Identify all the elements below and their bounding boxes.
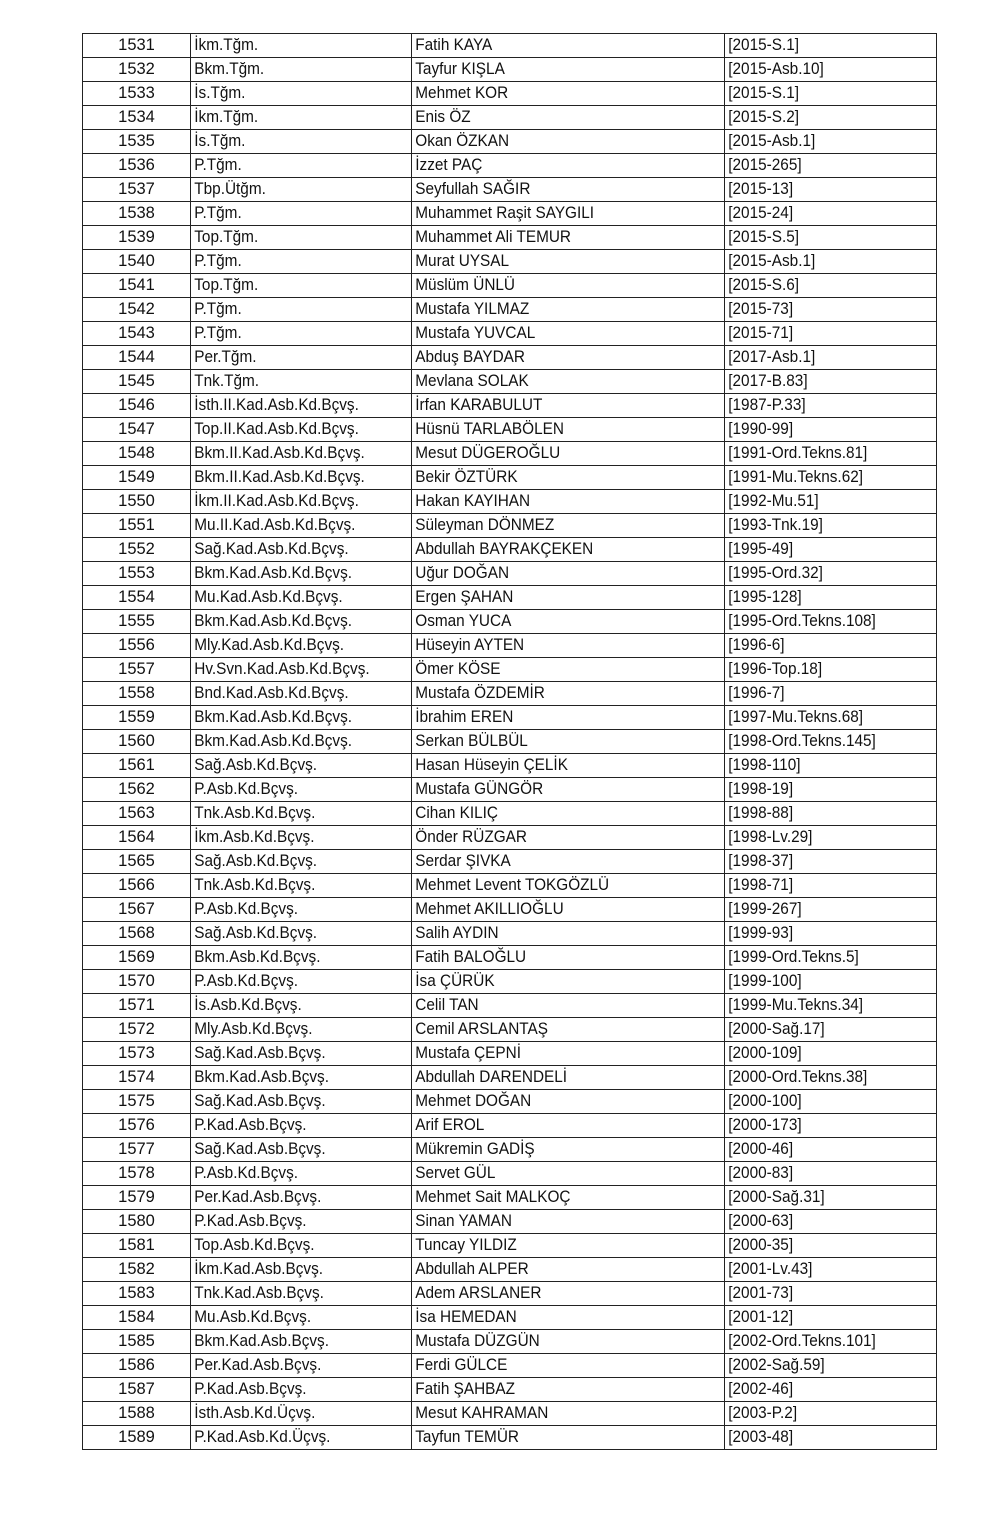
rank-cell: Sağ.Asb.Kd.Bçvş. bbox=[191, 922, 397, 946]
name-cell: Bekir ÖZTÜRK bbox=[412, 466, 703, 490]
row-number: 1554 bbox=[83, 586, 191, 610]
code-cell: [1997-Mu.Tekns.68] bbox=[725, 706, 922, 730]
code-cell: [1993-Tnk.19] bbox=[725, 514, 922, 538]
row-number: 1536 bbox=[83, 154, 191, 178]
table-row bbox=[83, 1426, 937, 1450]
code-cell: [2002-Ord.Tekns.101] bbox=[725, 1330, 922, 1354]
code-cell: [1995-49] bbox=[725, 538, 922, 562]
row-number: 1538 bbox=[83, 202, 191, 226]
row-number: 1534 bbox=[83, 106, 191, 130]
row-number: 1562 bbox=[83, 778, 191, 802]
row-number: 1575 bbox=[83, 1090, 191, 1114]
name-cell: Süleyman DÖNMEZ bbox=[412, 514, 703, 538]
code-cell: [1991-Ord.Tekns.81] bbox=[725, 442, 922, 466]
code-cell: [2015-13] bbox=[725, 178, 922, 202]
table-row bbox=[83, 226, 937, 250]
table-row bbox=[83, 178, 937, 202]
name-cell: İsa ÇÜRÜK bbox=[412, 970, 703, 994]
rank-cell: Hv.Svn.Kad.Asb.Kd.Bçvş. bbox=[191, 658, 397, 682]
code-cell: [2015-S.1] bbox=[725, 82, 922, 106]
row-number: 1585 bbox=[83, 1330, 191, 1354]
name-cell: Abdullah BAYRAKÇEKEN bbox=[412, 538, 703, 562]
code-cell: [2001-12] bbox=[725, 1306, 922, 1330]
code-cell: [2001-73] bbox=[725, 1282, 922, 1306]
rank-cell: Bkm.Kad.Asb.Bçvş. bbox=[191, 1330, 397, 1354]
table-row bbox=[83, 82, 937, 106]
name-cell: Mehmet KOR bbox=[412, 82, 703, 106]
code-cell: [2000-35] bbox=[725, 1234, 922, 1258]
name-cell: Mevlana SOLAK bbox=[412, 370, 703, 394]
table-row bbox=[83, 586, 937, 610]
rank-cell: Tnk.Asb.Kd.Bçvş. bbox=[191, 874, 397, 898]
row-number: 1574 bbox=[83, 1066, 191, 1090]
rank-cell: İs.Tğm. bbox=[191, 82, 397, 106]
code-cell: [2000-46] bbox=[725, 1138, 922, 1162]
code-cell: [1998-Ord.Tekns.145] bbox=[725, 730, 922, 754]
row-number: 1568 bbox=[83, 922, 191, 946]
table-row bbox=[83, 1330, 937, 1354]
name-cell: Cihan KILIÇ bbox=[412, 802, 703, 826]
row-number: 1558 bbox=[83, 682, 191, 706]
row-number: 1586 bbox=[83, 1354, 191, 1378]
rank-cell: Bkm.Asb.Kd.Bçvş. bbox=[191, 946, 397, 970]
rank-cell: P.Tğm. bbox=[191, 154, 397, 178]
rank-cell: Sağ.Kad.Asb.Bçvş. bbox=[191, 1138, 397, 1162]
name-cell: Fatih ŞAHBAZ bbox=[412, 1378, 703, 1402]
name-cell: Önder RÜZGAR bbox=[412, 826, 703, 850]
row-number: 1546 bbox=[83, 394, 191, 418]
table-row bbox=[83, 1018, 937, 1042]
name-cell: İzzet PAÇ bbox=[412, 154, 703, 178]
code-cell: [2000-109] bbox=[725, 1042, 922, 1066]
code-cell: [2015-S.1] bbox=[725, 34, 922, 58]
table-row bbox=[83, 1210, 937, 1234]
row-number: 1573 bbox=[83, 1042, 191, 1066]
row-number: 1556 bbox=[83, 634, 191, 658]
name-cell: Okan ÖZKAN bbox=[412, 130, 703, 154]
rank-cell: Mu.Asb.Kd.Bçvş. bbox=[191, 1306, 397, 1330]
table-row bbox=[83, 1306, 937, 1330]
name-cell: Mesut DÜGEROĞLU bbox=[412, 442, 703, 466]
rank-cell: Mu.Kad.Asb.Kd.Bçvş. bbox=[191, 586, 397, 610]
table-row bbox=[83, 1282, 937, 1306]
name-cell: Abdullah ALPER bbox=[412, 1258, 703, 1282]
code-cell: [1999-Ord.Tekns.5] bbox=[725, 946, 922, 970]
code-cell: [1996-Top.18] bbox=[725, 658, 922, 682]
rank-cell: İkm.Tğm. bbox=[191, 106, 397, 130]
code-cell: [1992-Mu.51] bbox=[725, 490, 922, 514]
table-row bbox=[83, 1402, 937, 1426]
rank-cell: Top.Tğm. bbox=[191, 274, 397, 298]
rank-cell: İkm.Kad.Asb.Bçvş. bbox=[191, 1258, 397, 1282]
name-cell: Ergen ŞAHAN bbox=[412, 586, 703, 610]
rank-cell: Bkm.II.Kad.Asb.Kd.Bçvş. bbox=[191, 442, 397, 466]
row-number: 1533 bbox=[83, 82, 191, 106]
table-row bbox=[83, 466, 937, 490]
rank-cell: Top.II.Kad.Asb.Kd.Bçvş. bbox=[191, 418, 397, 442]
table-row bbox=[83, 778, 937, 802]
name-cell: Ömer KÖSE bbox=[412, 658, 703, 682]
table-row bbox=[83, 1186, 937, 1210]
row-number: 1535 bbox=[83, 130, 191, 154]
row-number: 1565 bbox=[83, 850, 191, 874]
rank-cell: Sağ.Asb.Kd.Bçvş. bbox=[191, 850, 397, 874]
row-number: 1549 bbox=[83, 466, 191, 490]
row-number: 1577 bbox=[83, 1138, 191, 1162]
code-cell: [1998-Lv.29] bbox=[725, 826, 922, 850]
table-row bbox=[83, 1378, 937, 1402]
table-row bbox=[83, 1162, 937, 1186]
row-number: 1561 bbox=[83, 754, 191, 778]
rank-cell: İkm.II.Kad.Asb.Kd.Bçvş. bbox=[191, 490, 397, 514]
code-cell: [1999-93] bbox=[725, 922, 922, 946]
table-row bbox=[83, 922, 937, 946]
code-cell: [1995-Ord.32] bbox=[725, 562, 922, 586]
rank-cell: P.Asb.Kd.Bçvş. bbox=[191, 778, 397, 802]
table-body bbox=[83, 34, 937, 1450]
name-cell: Muhammet Ali TEMUR bbox=[412, 226, 703, 250]
table-row bbox=[83, 946, 937, 970]
table-row bbox=[83, 970, 937, 994]
row-number: 1544 bbox=[83, 346, 191, 370]
name-cell: Tuncay YILDIZ bbox=[412, 1234, 703, 1258]
code-cell: [1987-P.33] bbox=[725, 394, 922, 418]
row-number: 1555 bbox=[83, 610, 191, 634]
code-cell: [1990-99] bbox=[725, 418, 922, 442]
table-row bbox=[83, 418, 937, 442]
row-number: 1582 bbox=[83, 1258, 191, 1282]
rank-cell: Per.Kad.Asb.Bçvş. bbox=[191, 1354, 397, 1378]
rank-cell: İs.Asb.Kd.Bçvş. bbox=[191, 994, 397, 1018]
table-row bbox=[83, 106, 937, 130]
table-row bbox=[83, 538, 937, 562]
rank-cell: Mu.II.Kad.Asb.Kd.Bçvş. bbox=[191, 514, 397, 538]
rank-cell: Bnd.Kad.Asb.Kd.Bçvş. bbox=[191, 682, 397, 706]
rank-cell: P.Tğm. bbox=[191, 202, 397, 226]
code-cell: [1995-Ord.Tekns.108] bbox=[725, 610, 922, 634]
code-cell: [2015-Asb.10] bbox=[725, 58, 922, 82]
personnel-table bbox=[82, 33, 937, 1450]
name-cell: Mükremin GADİŞ bbox=[412, 1138, 703, 1162]
rank-cell: Bkm.Kad.Asb.Kd.Bçvş. bbox=[191, 610, 397, 634]
name-cell: Ferdi GÜLCE bbox=[412, 1354, 703, 1378]
table-row bbox=[83, 1234, 937, 1258]
table-row bbox=[83, 250, 937, 274]
row-number: 1588 bbox=[83, 1402, 191, 1426]
row-number: 1566 bbox=[83, 874, 191, 898]
name-cell: Murat UYSAL bbox=[412, 250, 703, 274]
code-cell: [1998-88] bbox=[725, 802, 922, 826]
row-number: 1547 bbox=[83, 418, 191, 442]
table-row bbox=[83, 682, 937, 706]
code-cell: [2015-Asb.1] bbox=[725, 130, 922, 154]
code-cell: [2000-Ord.Tekns.38] bbox=[725, 1066, 922, 1090]
row-number: 1587 bbox=[83, 1378, 191, 1402]
code-cell: [2002-46] bbox=[725, 1378, 922, 1402]
name-cell: İsa HEMEDAN bbox=[412, 1306, 703, 1330]
row-number: 1576 bbox=[83, 1114, 191, 1138]
table-row bbox=[83, 994, 937, 1018]
table-row bbox=[83, 754, 937, 778]
table-row bbox=[83, 346, 937, 370]
name-cell: Sinan YAMAN bbox=[412, 1210, 703, 1234]
row-number: 1564 bbox=[83, 826, 191, 850]
table-row bbox=[83, 490, 937, 514]
name-cell: Mustafa YILMAZ bbox=[412, 298, 703, 322]
row-number: 1540 bbox=[83, 250, 191, 274]
name-cell: Mustafa ÖZDEMİR bbox=[412, 682, 703, 706]
row-number: 1570 bbox=[83, 970, 191, 994]
table-row bbox=[83, 514, 937, 538]
name-cell: Osman YUCA bbox=[412, 610, 703, 634]
row-number: 1548 bbox=[83, 442, 191, 466]
rank-cell: Bkm.Kad.Asb.Kd.Bçvş. bbox=[191, 730, 397, 754]
rank-cell: P.Kad.Asb.Kd.Üçvş. bbox=[191, 1426, 397, 1450]
name-cell: Abduş BAYDAR bbox=[412, 346, 703, 370]
rank-cell: İsth.II.Kad.Asb.Kd.Bçvş. bbox=[191, 394, 397, 418]
rank-cell: Sağ.Asb.Kd.Bçvş. bbox=[191, 754, 397, 778]
rank-cell: Tnk.Kad.Asb.Bçvş. bbox=[191, 1282, 397, 1306]
code-cell: [1995-128] bbox=[725, 586, 922, 610]
table-row bbox=[83, 1066, 937, 1090]
name-cell: Uğur DOĞAN bbox=[412, 562, 703, 586]
rank-cell: Bkm.II.Kad.Asb.Kd.Bçvş. bbox=[191, 466, 397, 490]
row-number: 1557 bbox=[83, 658, 191, 682]
table-row bbox=[83, 1042, 937, 1066]
name-cell: Tayfun TEMÜR bbox=[412, 1426, 703, 1450]
table-row bbox=[83, 394, 937, 418]
code-cell: [2017-B.83] bbox=[725, 370, 922, 394]
name-cell: Hüsnü TARLABÖLEN bbox=[412, 418, 703, 442]
name-cell: Mustafa ÇEPNİ bbox=[412, 1042, 703, 1066]
row-number: 1560 bbox=[83, 730, 191, 754]
table-row bbox=[83, 706, 937, 730]
rank-cell: Sağ.Kad.Asb.Kd.Bçvş. bbox=[191, 538, 397, 562]
name-cell: Servet GÜL bbox=[412, 1162, 703, 1186]
code-cell: [2000-173] bbox=[725, 1114, 922, 1138]
name-cell: Cemil ARSLANTAŞ bbox=[412, 1018, 703, 1042]
rank-cell: P.Asb.Kd.Bçvş. bbox=[191, 898, 397, 922]
row-number: 1531 bbox=[83, 34, 191, 58]
rank-cell: Tnk.Asb.Kd.Bçvş. bbox=[191, 802, 397, 826]
code-cell: [1999-267] bbox=[725, 898, 922, 922]
code-cell: [1991-Mu.Tekns.62] bbox=[725, 466, 922, 490]
rank-cell: Mly.Kad.Asb.Kd.Bçvş. bbox=[191, 634, 397, 658]
code-cell: [1996-6] bbox=[725, 634, 922, 658]
rank-cell: Top.Tğm. bbox=[191, 226, 397, 250]
row-number: 1541 bbox=[83, 274, 191, 298]
name-cell: Mustafa GÜNGÖR bbox=[412, 778, 703, 802]
code-cell: [1998-110] bbox=[725, 754, 922, 778]
table-row bbox=[83, 658, 937, 682]
name-cell: Celil TAN bbox=[412, 994, 703, 1018]
rank-cell: P.Tğm. bbox=[191, 250, 397, 274]
rank-cell: Per.Kad.Asb.Bçvş. bbox=[191, 1186, 397, 1210]
name-cell: Hakan KAYIHAN bbox=[412, 490, 703, 514]
code-cell: [2017-Asb.1] bbox=[725, 346, 922, 370]
name-cell: İrfan KARABULUT bbox=[412, 394, 703, 418]
rank-cell: Bkm.Kad.Asb.Bçvş. bbox=[191, 1066, 397, 1090]
code-cell: [2015-265] bbox=[725, 154, 922, 178]
rank-cell: Bkm.Tğm. bbox=[191, 58, 397, 82]
code-cell: [2000-63] bbox=[725, 1210, 922, 1234]
rank-cell: İsth.Asb.Kd.Üçvş. bbox=[191, 1402, 397, 1426]
name-cell: Müslüm ÜNLÜ bbox=[412, 274, 703, 298]
row-number: 1578 bbox=[83, 1162, 191, 1186]
table-row bbox=[83, 370, 937, 394]
code-cell: [2002-Sağ.59] bbox=[725, 1354, 922, 1378]
code-cell: [2003-48] bbox=[725, 1426, 922, 1450]
rank-cell: Sağ.Kad.Asb.Bçvş. bbox=[191, 1042, 397, 1066]
rank-cell: P.Asb.Kd.Bçvş. bbox=[191, 970, 397, 994]
name-cell: Fatih BALOĞLU bbox=[412, 946, 703, 970]
row-number: 1539 bbox=[83, 226, 191, 250]
row-number: 1552 bbox=[83, 538, 191, 562]
table-row bbox=[83, 34, 937, 58]
row-number: 1553 bbox=[83, 562, 191, 586]
name-cell: Arif EROL bbox=[412, 1114, 703, 1138]
table-row bbox=[83, 202, 937, 226]
table-row bbox=[83, 1354, 937, 1378]
table-row bbox=[83, 730, 937, 754]
table-row bbox=[83, 1090, 937, 1114]
table-row bbox=[83, 850, 937, 874]
rank-cell: Per.Tğm. bbox=[191, 346, 397, 370]
row-number: 1589 bbox=[83, 1426, 191, 1450]
name-cell: Mehmet DOĞAN bbox=[412, 1090, 703, 1114]
rank-cell: Bkm.Kad.Asb.Kd.Bçvş. bbox=[191, 706, 397, 730]
name-cell: Mehmet Levent TOKGÖZLÜ bbox=[412, 874, 703, 898]
rank-cell: P.Tğm. bbox=[191, 298, 397, 322]
name-cell: Mustafa DÜZGÜN bbox=[412, 1330, 703, 1354]
code-cell: [2015-S.2] bbox=[725, 106, 922, 130]
code-cell: [2001-Lv.43] bbox=[725, 1258, 922, 1282]
name-cell: Mehmet Sait MALKOÇ bbox=[412, 1186, 703, 1210]
table-row bbox=[83, 58, 937, 82]
table-row bbox=[83, 298, 937, 322]
rank-cell: İkm.Asb.Kd.Bçvş. bbox=[191, 826, 397, 850]
table-row bbox=[83, 610, 937, 634]
name-cell: Serdar ŞIVKA bbox=[412, 850, 703, 874]
row-number: 1572 bbox=[83, 1018, 191, 1042]
row-number: 1559 bbox=[83, 706, 191, 730]
code-cell: [2000-Sağ.17] bbox=[725, 1018, 922, 1042]
code-cell: [2000-100] bbox=[725, 1090, 922, 1114]
rank-cell: Mly.Asb.Kd.Bçvş. bbox=[191, 1018, 397, 1042]
table-row bbox=[83, 274, 937, 298]
name-cell: Salih AYDIN bbox=[412, 922, 703, 946]
row-number: 1532 bbox=[83, 58, 191, 82]
row-number: 1579 bbox=[83, 1186, 191, 1210]
code-cell: [1998-37] bbox=[725, 850, 922, 874]
name-cell: Fatih KAYA bbox=[412, 34, 703, 58]
row-number: 1545 bbox=[83, 370, 191, 394]
code-cell: [1999-100] bbox=[725, 970, 922, 994]
table-row bbox=[83, 1138, 937, 1162]
name-cell: Tayfur KIŞLA bbox=[412, 58, 703, 82]
rank-cell: P.Kad.Asb.Bçvş. bbox=[191, 1378, 397, 1402]
table-row bbox=[83, 442, 937, 466]
row-number: 1569 bbox=[83, 946, 191, 970]
name-cell: Abdullah DARENDELİ bbox=[412, 1066, 703, 1090]
rank-cell: Bkm.Kad.Asb.Kd.Bçvş. bbox=[191, 562, 397, 586]
name-cell: Hasan Hüseyin ÇELİK bbox=[412, 754, 703, 778]
row-number: 1551 bbox=[83, 514, 191, 538]
table-row bbox=[83, 1114, 937, 1138]
name-cell: Enis ÖZ bbox=[412, 106, 703, 130]
rank-cell: İkm.Tğm. bbox=[191, 34, 397, 58]
table-row bbox=[83, 130, 937, 154]
code-cell: [1998-19] bbox=[725, 778, 922, 802]
code-cell: [1998-71] bbox=[725, 874, 922, 898]
row-number: 1537 bbox=[83, 178, 191, 202]
name-cell: Mustafa YUVCAL bbox=[412, 322, 703, 346]
code-cell: [2015-S.6] bbox=[725, 274, 922, 298]
code-cell: [2015-73] bbox=[725, 298, 922, 322]
name-cell: Mesut KAHRAMAN bbox=[412, 1402, 703, 1426]
rank-cell: P.Kad.Asb.Bçvş. bbox=[191, 1114, 397, 1138]
name-cell: Adem ARSLANER bbox=[412, 1282, 703, 1306]
name-cell: Seyfullah SAĞIR bbox=[412, 178, 703, 202]
code-cell: [2000-Sağ.31] bbox=[725, 1186, 922, 1210]
code-cell: [1996-7] bbox=[725, 682, 922, 706]
rank-cell: Top.Asb.Kd.Bçvş. bbox=[191, 1234, 397, 1258]
table-row bbox=[83, 322, 937, 346]
row-number: 1542 bbox=[83, 298, 191, 322]
code-cell: [2003-P.2] bbox=[725, 1402, 922, 1426]
rank-cell: P.Asb.Kd.Bçvş. bbox=[191, 1162, 397, 1186]
table-row bbox=[83, 802, 937, 826]
table-row bbox=[83, 562, 937, 586]
row-number: 1550 bbox=[83, 490, 191, 514]
row-number: 1567 bbox=[83, 898, 191, 922]
row-number: 1571 bbox=[83, 994, 191, 1018]
table-row bbox=[83, 826, 937, 850]
row-number: 1563 bbox=[83, 802, 191, 826]
rank-cell: P.Tğm. bbox=[191, 322, 397, 346]
code-cell: [2000-83] bbox=[725, 1162, 922, 1186]
name-cell: İbrahim EREN bbox=[412, 706, 703, 730]
table-row bbox=[83, 898, 937, 922]
table-row bbox=[83, 154, 937, 178]
code-cell: [1999-Mu.Tekns.34] bbox=[725, 994, 922, 1018]
code-cell: [2015-24] bbox=[725, 202, 922, 226]
table-row bbox=[83, 874, 937, 898]
rank-cell: Tnk.Tğm. bbox=[191, 370, 397, 394]
row-number: 1583 bbox=[83, 1282, 191, 1306]
name-cell: Serkan BÜLBÜL bbox=[412, 730, 703, 754]
name-cell: Muhammet Raşit SAYGILI bbox=[412, 202, 703, 226]
row-number: 1543 bbox=[83, 322, 191, 346]
row-number: 1580 bbox=[83, 1210, 191, 1234]
rank-cell: Tbp.Ütğm. bbox=[191, 178, 397, 202]
name-cell: Hüseyin AYTEN bbox=[412, 634, 703, 658]
code-cell: [2015-S.5] bbox=[725, 226, 922, 250]
code-cell: [2015-Asb.1] bbox=[725, 250, 922, 274]
rank-cell: P.Kad.Asb.Bçvş. bbox=[191, 1210, 397, 1234]
rank-cell: Sağ.Kad.Asb.Bçvş. bbox=[191, 1090, 397, 1114]
row-number: 1581 bbox=[83, 1234, 191, 1258]
table-row bbox=[83, 634, 937, 658]
table-row bbox=[83, 1258, 937, 1282]
rank-cell: İs.Tğm. bbox=[191, 130, 397, 154]
name-cell: Mehmet AKILLIOĞLU bbox=[412, 898, 703, 922]
code-cell: [2015-71] bbox=[725, 322, 922, 346]
row-number: 1584 bbox=[83, 1306, 191, 1330]
